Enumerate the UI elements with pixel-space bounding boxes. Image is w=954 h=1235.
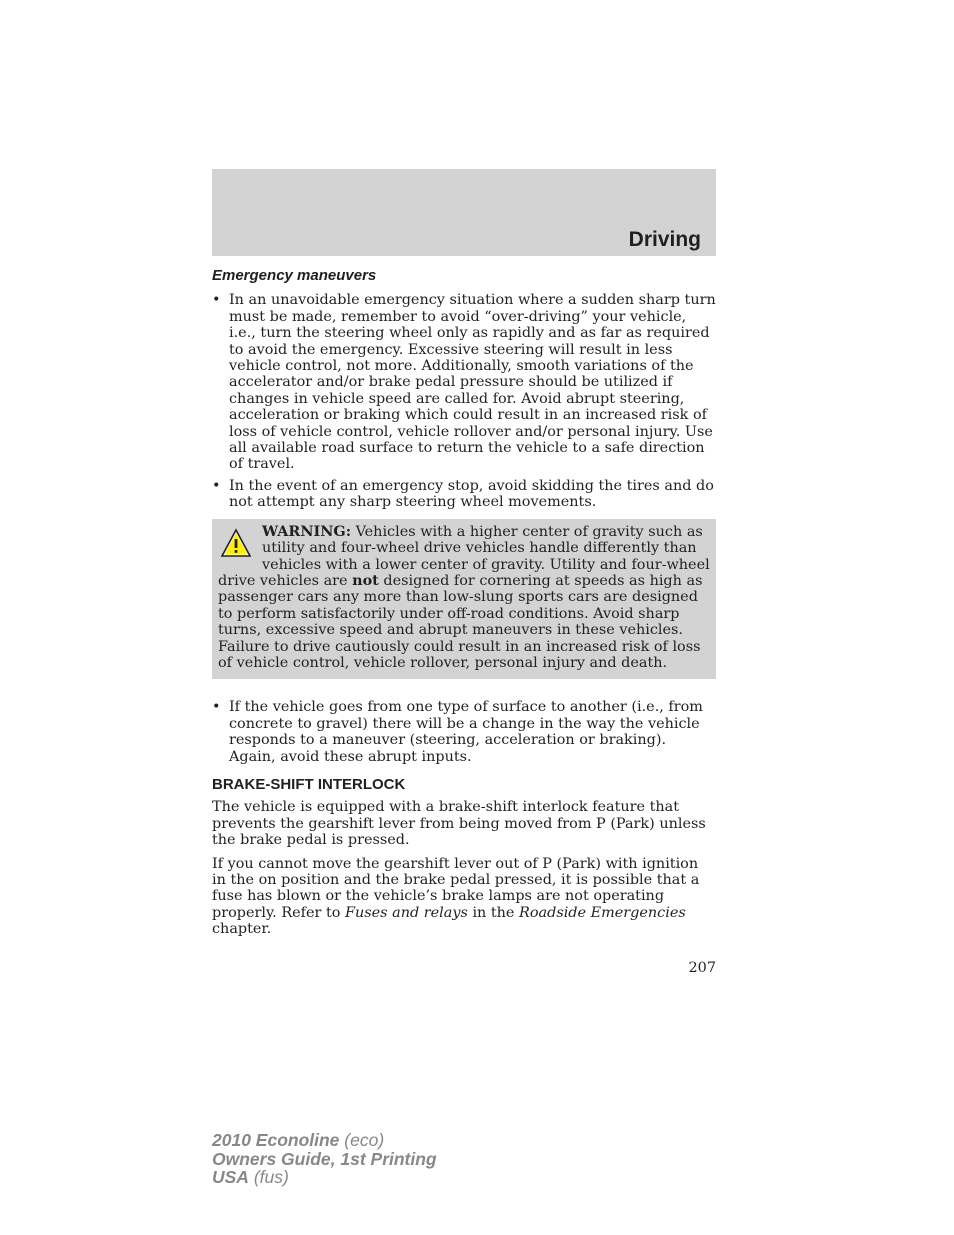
page-number: 207 [688,960,716,976]
footer-line [212,1168,437,1187]
chapter-header-band [212,169,716,256]
paragraph-text: in the [472,904,515,921]
list-item [212,478,716,511]
footer-line [212,1150,437,1169]
warning-text: designed for cornering at speeds as high as passenger cars any more than low-slung sports cars are designed to perform satisfactorily under off-road conditions. Avoid sharp turns, excessive speed and abrupt maneuvers in these vehicles. Failure to drive cautiously could result in an increased risk of loss of vehicle control, vehicle rollover, personal injury and death. [218,572,703,671]
cross-reference-roadside: Roadside Emergencies [519,904,686,921]
bullet-list [212,292,716,510]
list-item [212,292,716,472]
document-footer [212,1131,437,1187]
section-title-emergency: Emergency maneuvers [212,267,377,284]
bullet-text: If the vehicle goes from one type of surface to another (i.e., from concrete to gravel) there will be a change in the way the vehicle responds to a maneuver (steering, acceleration or braking). Again, avoid these abrupt inputs. [229,699,703,765]
chapter-title: Driving [628,228,701,251]
bullet-icon: • [212,477,221,494]
list-item [212,699,716,765]
warning-label: WARNING: [262,522,352,540]
warning-text: Vehicles with a higher center of gravity such as utility and four-wheel drive vehicles handle differently than vehicles with a lower center of gravity. Utility and four-wheel drive vehicles are [218,523,710,589]
paragraph [212,856,716,938]
bullet-list [212,699,716,765]
bullet-text: In the event of an emergency stop, avoid skidding the tires and do not attempt any sharp steering wheel movements. [229,477,714,511]
warning-emphasis: not [352,571,379,589]
warning-triangle-icon [220,528,252,558]
section-title-brake-shift: BRAKE-SHIFT INTERLOCK [212,775,406,793]
paragraph-text: If you cannot move the gearshift lever out of P (Park) with ignition in the on position and the brake pedal pressed, it is possible that a fuse has blown or the vehicle’s brake lamps are not operating properly. Refer to [212,855,700,921]
footer-edition: Owners Guide, 1st Printing [212,1148,437,1169]
footer-model: 2010 Econoline [212,1130,340,1150]
cross-reference-fuses: Fuses and relays [345,904,468,921]
bullet-icon: • [212,292,221,309]
bullet-text: In an unavoidable emergency situation where a sudden sharp turn must be made, remember to avoid “over-driving” your vehicle, i.e., turn the steering wheel only as rapidly and as far as required to avoid the emergency. Excessive steering will result in less vehicle control, not more. Additionally, smooth variations of the accelerator and/or brake pedal pressure should be utilized if changes in vehicle speed are called for. Avoid abrupt steering, acceleration or braking which could result in an increased risk of loss of vehicle control, vehicle rollover and/or personal injury. Use all available road surface to return the vehicle to a safe direction of travel. [229,292,716,473]
footer-code: (fus) [253,1167,289,1187]
page-content [212,266,716,945]
paragraph: The vehicle is equipped with a brake-shift interlock feature that prevents the gearshift lever from being moved from P (Park) unless the brake pedal is pressed. [212,799,706,849]
footer-line [212,1131,437,1150]
footer-market: USA [212,1167,249,1187]
paragraph-text: chapter. [212,921,272,938]
warning-box [212,519,716,680]
bullet-icon: • [212,699,221,716]
footer-code: (eco) [344,1130,385,1150]
